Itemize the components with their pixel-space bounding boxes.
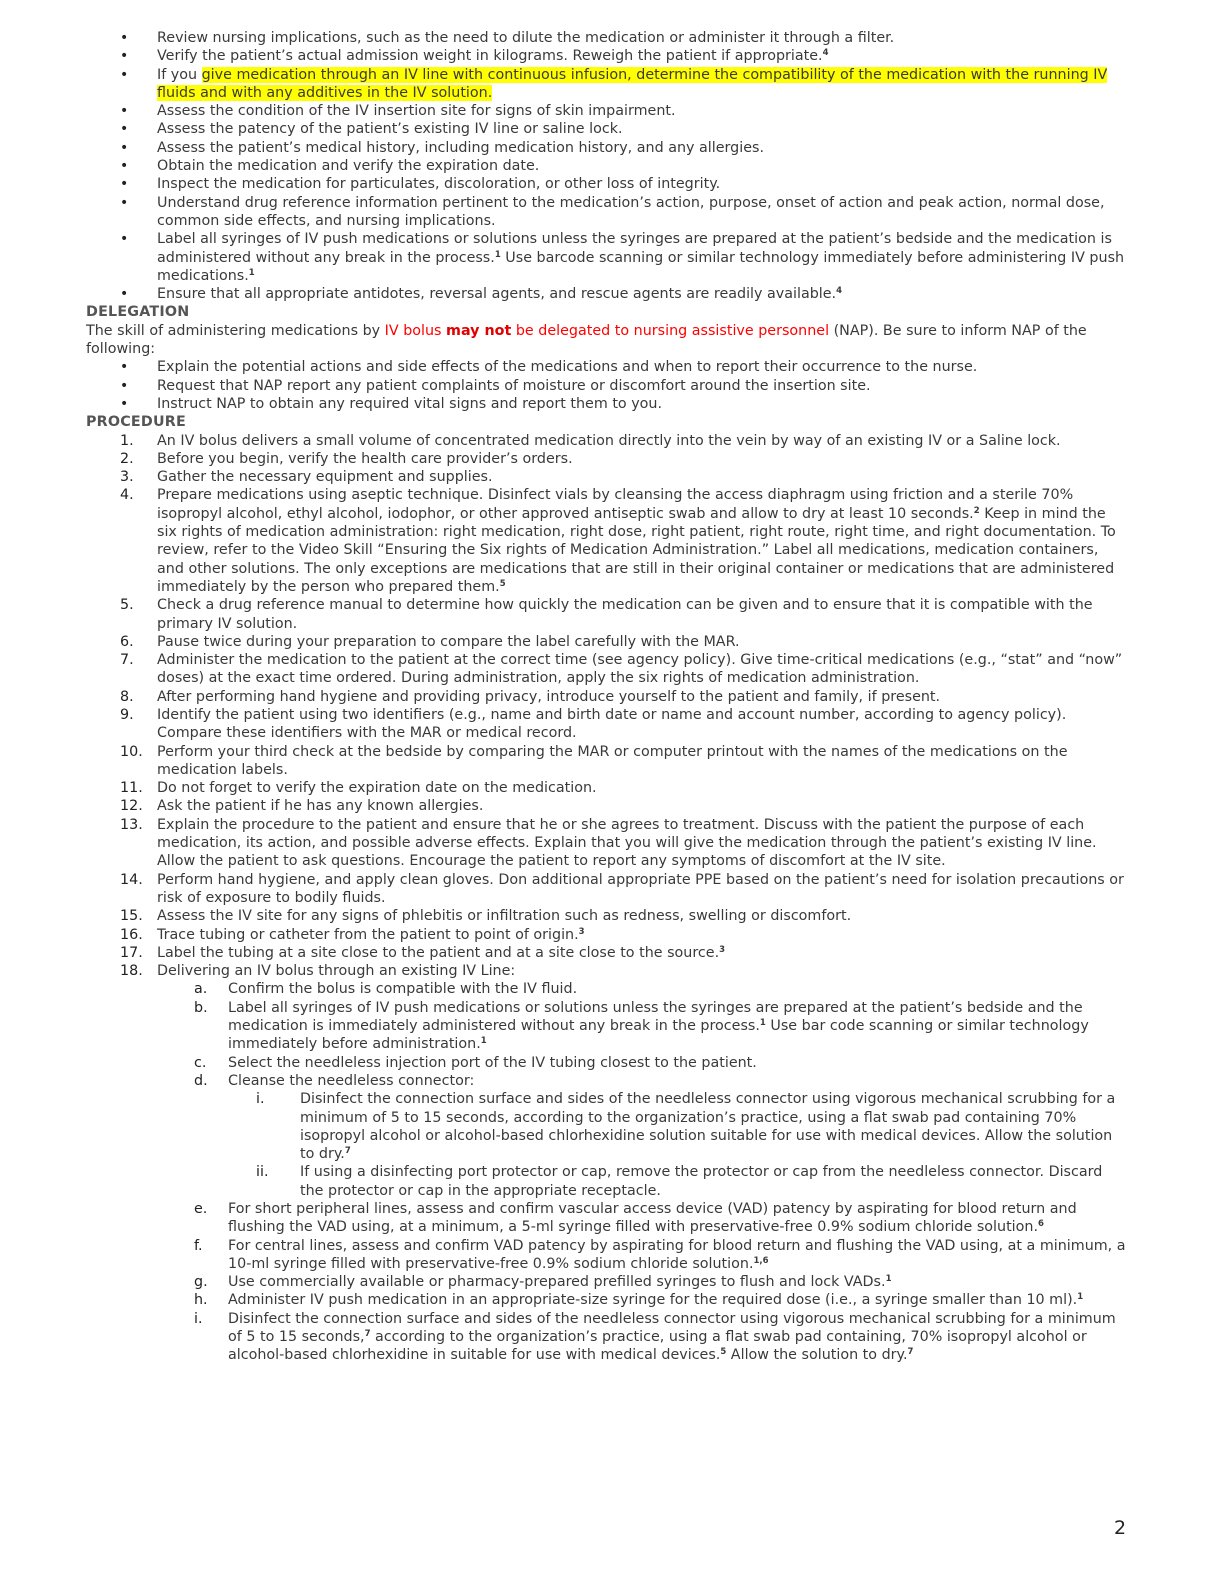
reference-superscript: 6 <box>1038 1219 1044 1230</box>
list-item <box>86 743 1126 780</box>
reference-superscript: 3 <box>578 926 585 937</box>
item-text: For short peripheral lines, assess and confirm vascular access device (VAD) patency by aspirating for blood return and flushing the VAD using, at a minimum, a 5-ml syringe filled with preservative-free 0.9% sodium chloride solution. <box>228 1201 1077 1236</box>
item-text: Identify the patient using two identifiers (e.g., name and birth date or name and account number, according to agency policy). Compare these identifiers with the MAR or medical record. <box>157 706 1067 742</box>
list-item <box>86 395 1126 413</box>
item-number: f. <box>194 1237 203 1254</box>
list-item <box>86 1163 1126 1200</box>
item-number: 18. <box>120 963 143 980</box>
item-number: 4. <box>120 487 134 504</box>
bullet-text: Inspect the medication for particulates, discoloration, or other loss of integrity. <box>157 176 721 193</box>
highlighted-text: give medication through an IV line with continuous infusion, determine the compatibility of the medication with the running IV fluids and with any additives in the IV solution. <box>157 66 1108 101</box>
list-item <box>86 157 1126 175</box>
paragraph-text: The skill of administering medications by <box>86 322 385 339</box>
list-item <box>86 1310 1126 1365</box>
item-text: If using a disinfecting port protector or cap, remove the protector or cap from the needleless connector. Discard the protector or cap in the appropriate receptacle. <box>300 1164 1103 1199</box>
list-item <box>86 999 1126 1054</box>
bullet-text: Review nursing implications, such as the need to dilute the medication or administer it through a filter. <box>157 30 895 46</box>
item-number: d. <box>194 1072 208 1089</box>
delegation-bullet-list <box>86 358 1126 413</box>
item-text: Ask the patient if he has any known allergies. <box>157 798 484 815</box>
item-number: i. <box>256 1091 265 1108</box>
item-number: 10. <box>120 743 143 760</box>
list-item <box>86 358 1126 376</box>
list-item <box>86 120 1126 138</box>
substep-list-continued <box>86 1200 1126 1365</box>
bullet-text: Understand drug reference information pertinent to the medication’s action, purpose, onset of action and peak action, normal dose, common side effects, and nursing implications. <box>157 194 1105 229</box>
item-text: Before you begin, verify the health care provider’s orders. <box>157 450 573 467</box>
item-number: e. <box>194 1201 208 1217</box>
item-text: Delivering an IV bolus through an existing IV Line: <box>157 963 516 980</box>
list-item <box>86 688 1126 706</box>
item-text: Cleanse the needleless connector: <box>228 1072 475 1089</box>
procedure-step-list <box>86 432 1126 981</box>
reference-superscript: 3 <box>719 944 726 955</box>
assessment-bullet-list <box>86 29 1126 303</box>
reference-superscript: 1,6 <box>753 1255 769 1266</box>
item-number: 11. <box>120 780 143 797</box>
item-text: Label the tubing at a site close to the patient and at a site close to the source. <box>157 944 720 961</box>
reference-superscript: 4 <box>822 48 829 59</box>
item-number: 7. <box>120 652 134 669</box>
list-item <box>86 486 1126 596</box>
item-text: Administer the medication to the patient at the correct time (see agency policy). Give time-critical medications (e.g., “stat” and “now” doses) at the exact time ordered. During administration, apply the six rights of medication administration. <box>157 652 1123 687</box>
reference-superscript: 7 <box>344 1146 351 1157</box>
substep-list <box>86 980 1126 1090</box>
item-number: 1. <box>120 432 134 449</box>
list-item <box>86 194 1126 231</box>
list-item <box>86 871 1126 908</box>
list-item <box>86 926 1126 944</box>
item-number: a. <box>194 981 208 998</box>
delegation-paragraph <box>86 322 1126 359</box>
list-item <box>86 1291 1126 1309</box>
reference-superscript: 5 <box>499 578 506 589</box>
item-text: For central lines, assess and confirm VAD patency by aspirating for blood return and flushing the VAD using, at a minimum, a 10-ml syringe filled with preservative-free 0.9% sodium chloride solution. <box>228 1237 1126 1272</box>
item-text: Disinfect the connection surface and sides of the needleless connector using vigorous mechanical scrubbing for a minimum of 5 to 15 seconds, according to the organization’s practice, using a flat swab pad containing 70% isopropyl alcohol or alcohol-based chlorhexidine solution suitable for use with medical devices. Allow the solution to dry. <box>300 1091 1116 1163</box>
item-text: according to the organization’s practice, using a flat swab pad containing, 70% isopropyl alcohol or alcohol-based chlorhexidine in suitable for use with medical devices. <box>228 1329 1087 1364</box>
item-text: Allow the solution to dry. <box>726 1347 908 1364</box>
list-item <box>86 706 1126 743</box>
item-text: After performing hand hygiene and providing privacy, introduce yourself to the patient and family, if present. <box>157 688 941 705</box>
reference-superscript: 1 <box>885 1274 892 1285</box>
page-content <box>86 29 1126 1365</box>
item-text: Use commercially available or pharmacy-prepared prefilled syringes to flush and lock VADs. <box>228 1274 886 1291</box>
item-text: Use bar code scanning or similar technology immediately before administration. <box>228 1018 1089 1053</box>
reference-superscript: 7 <box>907 1347 914 1358</box>
list-item <box>86 377 1126 395</box>
list-item <box>86 944 1126 962</box>
list-item <box>86 779 1126 797</box>
item-number: 15. <box>120 908 143 925</box>
item-number: 12. <box>120 798 143 815</box>
item-text: Explain the procedure to the patient and ensure that he or she agrees to treatment. Discuss with the patient the purpose of each medication, its action, and possible adverse effects. Explain that you will give the medication through the patient’s existing IV line. Allow the patient to ask questions. Encourage the patient to report any symptoms of discomfort at the IV site. <box>157 816 1097 870</box>
list-item <box>86 175 1126 193</box>
list-item <box>86 1200 1126 1237</box>
list-item <box>86 468 1126 486</box>
reference-superscript: 1 <box>759 1018 766 1029</box>
bullet-text: Request that NAP report any patient complaints of moisture or discomfort around the insertion site. <box>157 377 871 394</box>
reference-superscript: 1 <box>494 249 501 260</box>
item-text: Perform your third check at the bedside by comparing the MAR or computer printout with the names of the medications on the medication labels. <box>157 743 1068 778</box>
bullet-text: Ensure that all appropriate antidotes, reversal agents, and rescue agents are readily available. <box>157 286 837 303</box>
subsubstep-list <box>86 1090 1126 1200</box>
item-text: An IV bolus delivers a small volume of concentrated medication directly into the vein by way of an existing IV or a Saline lock. <box>157 432 1061 449</box>
delegation-heading: DELEGATION <box>86 304 190 321</box>
list-item <box>86 816 1126 871</box>
item-number: b. <box>194 999 208 1016</box>
list-item <box>86 450 1126 468</box>
list-item <box>86 797 1126 815</box>
paragraph-text: (NAP). Be sure to inform NAP of the following: <box>86 322 1087 358</box>
item-text: Trace tubing or catheter from the patient to point of origin. <box>157 926 579 943</box>
list-item <box>86 1072 1126 1090</box>
item-number: c. <box>194 1054 207 1071</box>
reference-superscript: 1 <box>248 267 255 278</box>
item-text: Keep in mind the six rights of medication administration: right medication, right dose, right patient, right route, right time, and right documentation. To review, refer to the Video Skill “Ensuring the Six rights of Medication Administration.” Label all medications, medication containers, and other solutions. The only exceptions are medications that are still in their original container or medications that are administered immediately by the person who prepared them. <box>157 505 1116 595</box>
bold-red-text: may not <box>446 322 512 339</box>
item-number: 9. <box>120 706 134 723</box>
bullet-text: Assess the patency of the patient’s existing IV line or saline lock. <box>157 121 623 138</box>
list-item <box>86 102 1126 120</box>
procedure-heading: PROCEDURE <box>86 414 186 431</box>
item-text: Gather the necessary equipment and supplies. <box>157 469 493 486</box>
bullet-text: Instruct NAP to obtain any required vital signs and report them to you. <box>157 395 663 412</box>
item-number: i. <box>194 1310 203 1327</box>
item-text: Label all syringes of IV push medications or solutions unless the syringes are prepared at the patient’s bedside and the medication is immediately administered without any break in the process. <box>228 999 1083 1035</box>
list-item <box>86 47 1126 65</box>
item-number: 13. <box>120 816 143 833</box>
bullet-text: Assess the patient’s medical history, including medication history, and any allergies. <box>157 139 764 156</box>
list-item <box>86 285 1126 303</box>
bullet-text: Assess the condition of the IV insertion site for signs of skin impairment. <box>157 103 676 120</box>
list-item <box>86 907 1126 925</box>
red-text: be delegated to nursing assistive personnel <box>511 322 830 339</box>
bullet-text: If you <box>157 66 202 83</box>
list-item <box>86 596 1126 633</box>
item-text: Pause twice during your preparation to compare the label carefully with the MAR. <box>157 633 740 650</box>
item-text: Do not forget to verify the expiration date on the medication. <box>157 780 597 797</box>
list-item <box>86 66 1126 103</box>
item-text: Check a drug reference manual to determine how quickly the medication can be given and to ensure that it is compatible with the primary IV solution. <box>157 597 1093 632</box>
item-number: 3. <box>120 469 134 486</box>
list-item <box>86 633 1126 651</box>
item-number: ii. <box>256 1164 269 1181</box>
reference-superscript: 5 <box>720 1347 727 1358</box>
list-item <box>86 432 1126 450</box>
item-text: Administer IV push medication in an appropriate-size syringe for the required dose (i.e., a syringe smaller than 10 ml). <box>228 1292 1078 1309</box>
item-text: Confirm the bolus is compatible with the IV fluid. <box>228 981 578 998</box>
red-text: IV bolus <box>384 322 447 339</box>
list-item <box>86 139 1126 157</box>
bullet-text: Verify the patient’s actual admission weight in kilograms. Reweigh the patient if appropriate. <box>157 48 823 65</box>
list-item <box>86 230 1126 285</box>
item-number: 5. <box>120 597 134 614</box>
bullet-text: Obtain the medication and verify the expiration date. <box>157 158 540 175</box>
item-number: 2. <box>120 450 134 467</box>
item-number: 6. <box>120 633 134 650</box>
item-text: Disinfect the connection surface and sides of the needleless connector using vigorous mechanical scrubbing for a minimum of 5 to 15 seconds, <box>228 1310 1116 1346</box>
item-number: 8. <box>120 688 134 705</box>
item-text: Assess the IV site for any signs of phlebitis or infiltration such as redness, swelling or discomfort. <box>157 908 852 925</box>
list-item <box>86 651 1126 688</box>
list-item <box>86 980 1126 998</box>
page-number: 2 <box>1114 1517 1127 1539</box>
reference-superscript: 1 <box>1077 1292 1084 1303</box>
list-item <box>86 962 1126 980</box>
bullet-text: Explain the potential actions and side effects of the medications and when to report their occurrence to the nurse. <box>157 359 978 376</box>
reference-superscript: 2 <box>973 505 980 516</box>
bullet-text: Use barcode scanning or similar technology immediately before administering IV push medications. <box>157 249 1125 284</box>
item-number: 16. <box>120 926 143 943</box>
item-text: Perform hand hygiene, and apply clean gloves. Don additional appropriate PPE based on the patient’s need for isolation precautions or risk of exposure to bodily fluids. <box>157 871 1124 906</box>
list-item <box>86 29 1126 47</box>
list-item <box>86 1273 1126 1291</box>
item-number: 14. <box>120 871 143 888</box>
item-text: Prepare medications using aseptic technique. Disinfect vials by cleansing the access diaphragm using friction and a sterile 70% isopropyl alcohol, ethyl alcohol, iodophor, or other approved antiseptic swab and allow to dry at least 10 seconds. <box>157 487 1074 522</box>
list-item <box>86 1237 1126 1274</box>
reference-superscript: 7 <box>364 1329 371 1340</box>
item-number: h. <box>194 1292 208 1309</box>
bullet-text: Label all syringes of IV push medications or solutions unless the syringes are prepared at the patient’s bedside and the medication is administered without any break in the process. <box>157 231 1112 266</box>
item-number: 17. <box>120 944 143 961</box>
reference-superscript: 1 <box>480 1036 487 1047</box>
item-number: g. <box>194 1274 208 1291</box>
list-item <box>86 1054 1126 1072</box>
reference-superscript: 4 <box>836 286 843 297</box>
list-item <box>86 1090 1126 1163</box>
item-text: Select the needleless injection port of the IV tubing closest to the patient. <box>228 1054 757 1071</box>
